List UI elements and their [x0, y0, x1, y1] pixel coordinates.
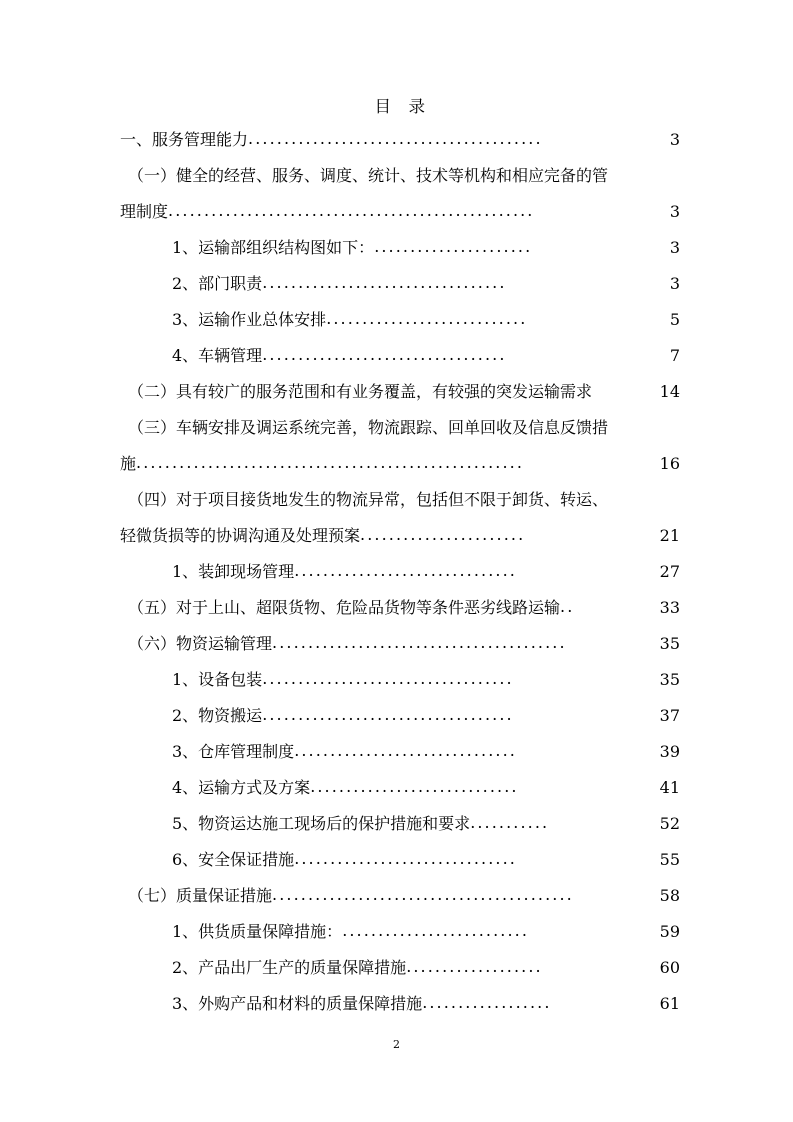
toc-page-number: 61 — [659, 994, 680, 1013]
toc-page-number: 3 — [669, 130, 680, 149]
toc-entry-title: 一、服务管理能力 — [120, 130, 249, 149]
toc-entry-title: 1、设备包装 — [172, 670, 263, 689]
toc-dot-leader: .................................. — [262, 345, 507, 364]
toc-entry[interactable] — [120, 662, 680, 698]
toc-page-number: 3 — [669, 274, 680, 293]
toc-dot-leader: ................................... — [262, 669, 514, 688]
toc-page-number: 60 — [659, 958, 680, 977]
toc-list — [120, 122, 680, 1022]
toc-entry-title: 2、产品出厂生产的质量保障措施 — [172, 958, 407, 977]
toc-entry-title: 1、运输部组织结构图如下： — [172, 238, 375, 257]
toc-page-number: 35 — [659, 634, 680, 653]
toc-dot-leader: ................................... — [262, 705, 514, 724]
toc-page-number: 58 — [659, 886, 680, 905]
toc-dot-leader: ....................... — [360, 525, 526, 544]
toc-entry[interactable] — [120, 734, 680, 770]
toc-entry[interactable] — [120, 950, 680, 986]
toc-dot-leader: ................................................... — [168, 201, 535, 220]
footer-page-number: 2 — [393, 1038, 400, 1051]
toc-dot-leader: ................... — [406, 957, 543, 976]
toc-page-number: 5 — [669, 310, 680, 329]
toc-entry[interactable] — [120, 698, 680, 734]
toc-entry-title: 理制度 — [120, 202, 169, 221]
toc-entry[interactable] — [120, 770, 680, 806]
toc-page-number: 55 — [659, 850, 680, 869]
toc-entry-title: （三）车辆安排及调运系统完善，物流跟踪、回单回收及信息反馈措 — [128, 418, 609, 437]
toc-entry[interactable] — [120, 914, 680, 950]
toc-entry[interactable] — [120, 122, 680, 158]
toc-entry-title: 4、运输方式及方案 — [172, 778, 311, 797]
toc-page-number: 21 — [659, 526, 680, 545]
toc-entry[interactable] — [120, 482, 680, 518]
toc-entry-title: 1、装卸现场管理 — [172, 562, 295, 581]
toc-page-number: 39 — [659, 742, 680, 761]
toc-page-number: 37 — [659, 706, 680, 725]
toc-dot-leader: .. — [560, 597, 575, 616]
toc-entry[interactable] — [120, 338, 680, 374]
toc-entry-title: 5、物资运达施工现场后的保护措施和要求 — [172, 814, 471, 833]
page-title: 目 录 — [374, 97, 426, 116]
toc-dot-leader: ......................................... — [248, 129, 543, 148]
toc-page-number: 16 — [659, 454, 680, 473]
toc-entry-title: 3、仓库管理制度 — [172, 742, 295, 761]
toc-entry[interactable] — [120, 842, 680, 878]
toc-dot-leader: .......................................... — [272, 885, 574, 904]
toc-entry[interactable] — [120, 590, 680, 626]
toc-dot-leader: ...................... — [374, 237, 533, 256]
toc-dot-leader: .................. — [422, 993, 552, 1012]
toc-entry[interactable] — [120, 626, 680, 662]
toc-dot-leader: ........... — [470, 813, 550, 832]
toc-page-number: 52 — [659, 814, 680, 833]
toc-dot-leader: ............................... — [294, 741, 517, 760]
toc-page-number: 7 — [669, 346, 680, 365]
toc-entry[interactable] — [120, 230, 680, 266]
toc-entry[interactable] — [120, 194, 680, 230]
toc-entry[interactable] — [120, 266, 680, 302]
toc-entry[interactable] — [120, 554, 680, 590]
toc-entry[interactable] — [120, 518, 680, 554]
toc-dot-leader: ............................. — [310, 777, 519, 796]
toc-dot-leader: .................................. — [262, 273, 507, 292]
toc-entry[interactable] — [120, 446, 680, 482]
toc-entry-title: 4、车辆管理 — [172, 346, 263, 365]
toc-dot-leader: ......................................... — [272, 633, 567, 652]
toc-entry-title: 2、部门职责 — [172, 274, 263, 293]
toc-page-number: 3 — [669, 202, 680, 221]
toc-entry-title: 3、外购产品和材料的质量保障措施 — [172, 994, 423, 1013]
toc-entry-title: （五）对于上山、超限货物、危险品货物等条件恶劣线路运输 — [128, 598, 561, 617]
toc-entry[interactable] — [120, 158, 680, 194]
toc-entry[interactable] — [120, 410, 680, 446]
toc-page-number: 59 — [659, 922, 680, 941]
toc-page-number: 35 — [659, 670, 680, 689]
toc-entry[interactable] — [120, 806, 680, 842]
toc-page-number: 33 — [659, 598, 680, 617]
toc-page-number: 27 — [659, 562, 680, 581]
toc-content — [120, 92, 680, 1022]
toc-entry[interactable] — [120, 986, 680, 1022]
toc-entry[interactable] — [120, 374, 680, 410]
toc-entry-title: （六）物资运输管理 — [128, 634, 273, 653]
toc-entry-title: 施 — [120, 454, 137, 473]
toc-page-number: 3 — [669, 238, 680, 257]
toc-entry[interactable] — [120, 302, 680, 338]
toc-page-number: 14 — [659, 382, 680, 401]
toc-dot-leader: ............................... — [294, 849, 517, 868]
toc-entry-title: （七）质量保证措施 — [128, 886, 273, 905]
toc-entry-title: 2、物资搬运 — [172, 706, 263, 725]
toc-entry-title: （一）健全的经营、服务、调度、统计、技术等机构和相应完备的管 — [128, 166, 609, 185]
toc-dot-leader: .......................... — [342, 921, 530, 940]
toc-dot-leader: ...................................................... — [136, 453, 525, 472]
toc-entry-title: （四）对于项目接货地发生的物流异常，包括但不限于卸货、转运、 — [128, 490, 609, 509]
toc-entry-title: 轻微货损等的协调沟通及处理预案 — [120, 526, 361, 545]
toc-entry-title: 3、运输作业总体安排 — [172, 310, 327, 329]
toc-dot-leader: ............................... — [294, 561, 517, 580]
toc-entry[interactable] — [120, 878, 680, 914]
toc-page-number: 41 — [659, 778, 680, 797]
toc-dot-leader: ............................ — [326, 309, 528, 328]
toc-entry-title: （二）具有较广的服务范围和有业务覆盖，有较强的突发运输需求 — [128, 382, 593, 401]
toc-entry-title: 1、供货质量保障措施： — [172, 922, 343, 941]
toc-entry-title: 6、安全保证措施 — [172, 850, 295, 869]
